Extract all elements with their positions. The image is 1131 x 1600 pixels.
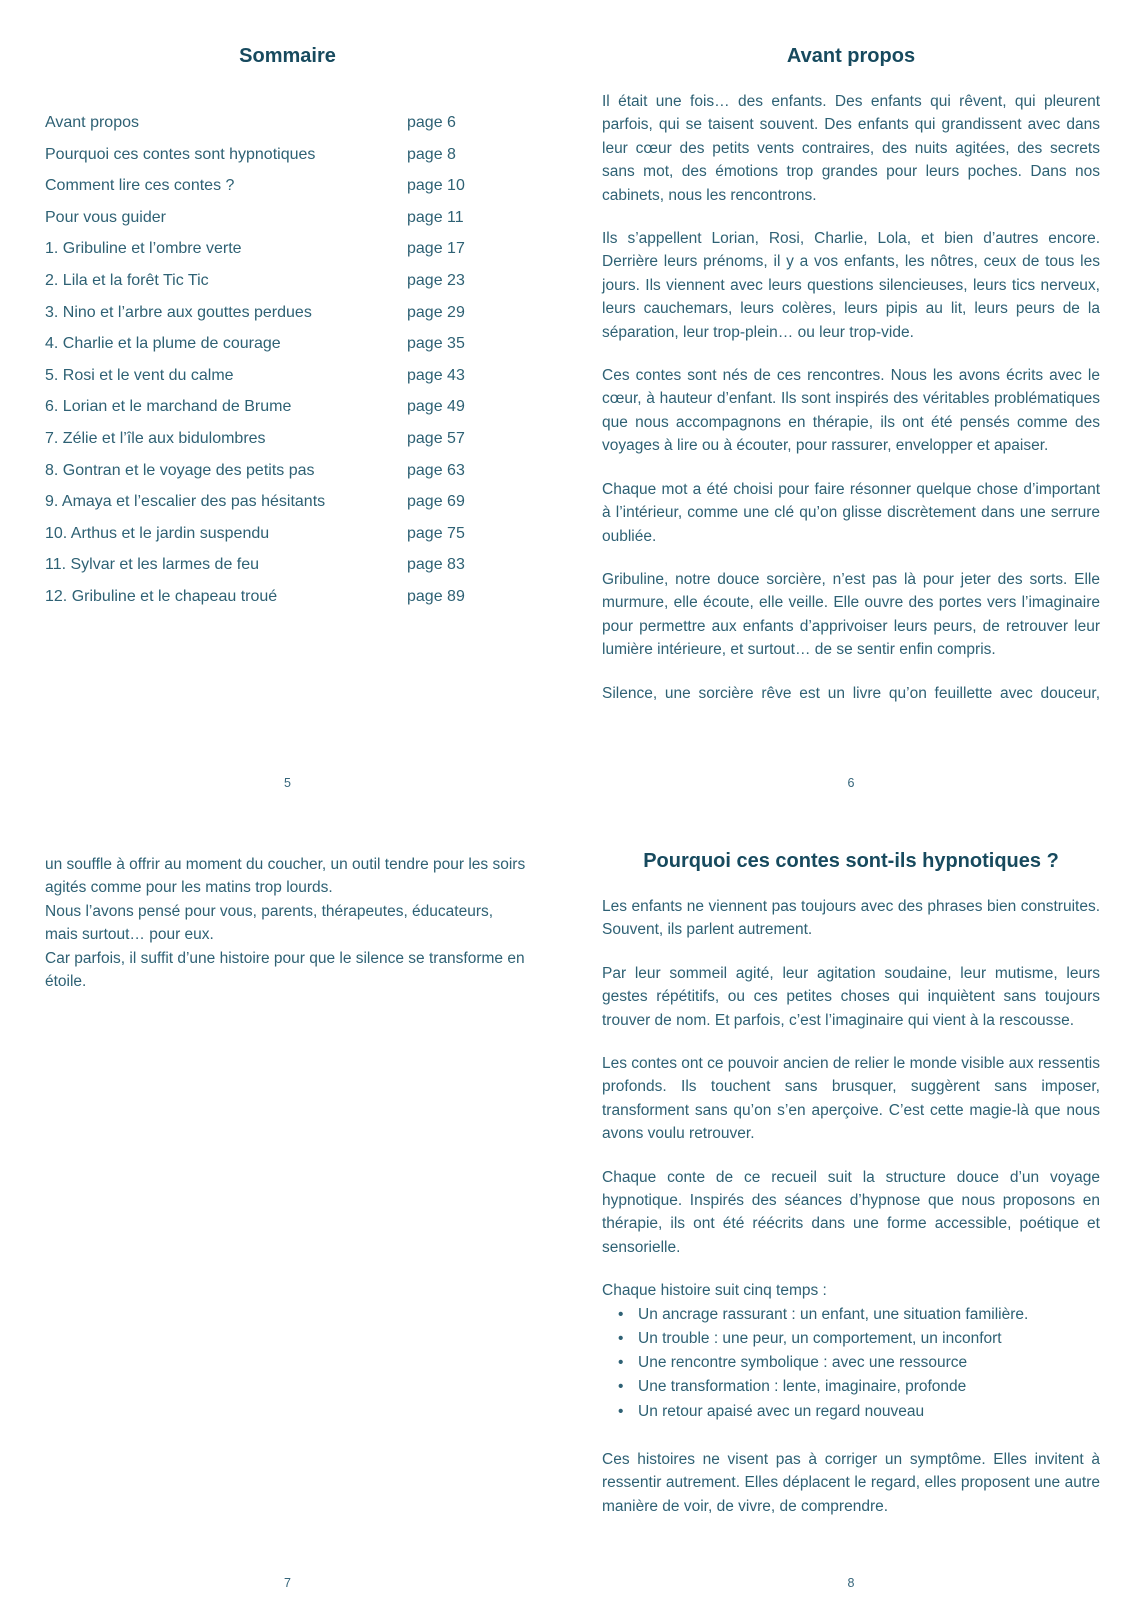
toc-label: 12. Gribuline et le chapeau troué	[45, 587, 278, 605]
toc-row	[45, 107, 530, 139]
toc-label: 11. Sylvar et les larmes de feu	[45, 556, 260, 574]
toc-page-ref: page 75	[407, 524, 465, 542]
bullet-text: Un ancrage rassurant : un enfant, une situation familière.	[638, 1305, 1029, 1323]
toc-row	[45, 360, 530, 392]
toc-row	[45, 391, 530, 423]
toc-row	[45, 139, 530, 171]
toc-label: 5. Rosi et le vent du calme	[45, 366, 234, 384]
toc-row	[45, 265, 530, 297]
sommaire-title: Sommaire	[239, 45, 336, 67]
page-avant-propos	[565, 0, 1131, 800]
bullet-item	[602, 1351, 1100, 1375]
toc-label: 4. Charlie et la plume de courage	[45, 335, 281, 353]
toc-row	[45, 518, 530, 550]
list-intro: Chaque histoire suit cinq temps :	[602, 1282, 827, 1300]
paragraph: Chaque mot a été choisi pour faire résonner quelque chose d’important à l’intérieur, comme une clé qu’on glisse discrètement dans une serrure oubliée.	[602, 480, 1100, 545]
bullet-text: Un trouble : une peur, un comportement, un inconfort	[638, 1329, 1002, 1347]
bullet-icon: •	[618, 1329, 624, 1347]
toc-page-ref: page 49	[407, 398, 465, 416]
toc-row	[45, 233, 530, 265]
toc-page-ref: page 57	[407, 429, 465, 447]
paragraph: Chaque conte de ce recueil suit la structure douce d’un voyage hypnotique. Inspirés des séances d’hypnose que nous proposons en thérapie, ils ont été réécrits dans une forme accessible, poétique et sensorielle.	[602, 1168, 1100, 1256]
paragraph: Par leur sommeil agité, leur agitation soudaine, leur mutisme, leurs gestes répétitifs, ou ces petites choses qui inquiètent sans toujours trouver de nom. Et parfois, c’est l’imaginaire qui vient à la rescousse.	[602, 964, 1100, 1029]
bullet-text: Une transformation : lente, imaginaire, profonde	[638, 1378, 967, 1396]
toc-label: 1. Gribuline et l’ombre verte	[45, 240, 242, 258]
toc-row	[45, 549, 530, 581]
page-number: 8	[847, 1576, 855, 1590]
toc-page-ref: page 6	[407, 114, 456, 131]
toc-page-ref: page 83	[407, 556, 465, 574]
toc-page-ref: page 69	[407, 493, 465, 511]
toc-label: 10. Arthus et le jardin suspendu	[45, 524, 270, 542]
toc-label: 9. Amaya et l’escalier des pas hésitants	[45, 493, 326, 511]
toc-label: 2. Lila et la forêt Tic Tic	[45, 271, 209, 289]
toc-row	[45, 202, 530, 234]
paragraph: Les enfants ne viennent pas toujours avec des phrases bien construites. Souvent, ils parlent autrement.	[602, 898, 1100, 939]
bullet-text: Une rencontre symbolique : avec une ressource	[638, 1354, 968, 1372]
toc-page-ref: page 8	[407, 145, 456, 163]
toc-page-ref: page 29	[407, 303, 465, 321]
paragraph: Car parfois, il suffit d’une histoire pour que le silence se transforme en étoile.	[45, 949, 525, 991]
paragraph: Il était une fois… des enfants. Des enfants qui rêvent, qui pleurent parfois, qui se taisent souvent. Des enfants qui grandissent avec dans leur cœur des petits vents contraires, des nuits agitées, des secrets sans mot, des émotions trop grandes pour leurs poches. Dans nos cabinets, nous les rencontrons.	[602, 93, 1100, 204]
paragraph: Gribuline, notre douce sorcière, n’est pas là pour jeter des sorts. Elle murmure, elle écoute, elle veille. Elle ouvre des portes vers l’imaginaire pour permettre aux enfants d’apprivoiser leurs peurs, de retrouver leur lumière intérieure, et surtout… de se sentir enfin compris.	[602, 570, 1100, 659]
paragraph: Ils s’appellent Lorian, Rosi, Charlie, Lola, et bien d’autres encore. Derrière leurs prénoms, il y a vos enfants, les nôtres, ceux de tous les jours. Ils viennent avec leurs questions silencieuses, leurs tics nerveux, leurs cauchemars, leurs colères, leurs pipis au lit, leurs peurs de la séparation, leur trop-plein… ou leur trop-vide.	[602, 230, 1100, 341]
page-number: 7	[284, 1576, 291, 1590]
toc-row	[45, 581, 530, 613]
toc-label: 7. Zélie et l’île aux bidulombres	[45, 429, 266, 447]
toc-row	[45, 486, 530, 518]
toc-row	[45, 297, 530, 329]
page-pourquoi	[565, 800, 1131, 1600]
paragraph: Silence, une sorcière rêve est un livre qu’on feuillette avec douceur,	[602, 684, 1100, 702]
toc-page-ref: page 17	[407, 240, 465, 258]
toc-label: 3. Nino et l’arbre aux gouttes perdues	[45, 303, 312, 321]
toc-label: Pour vous guider	[45, 208, 166, 226]
toc-row	[45, 423, 530, 455]
toc-label: 6. Lorian et le marchand de Brume	[45, 398, 292, 416]
bullet-icon: •	[618, 1378, 624, 1396]
bullet-icon: •	[618, 1354, 624, 1372]
bullet-item	[602, 1375, 1100, 1399]
toc-page-ref: page 10	[407, 177, 465, 195]
toc-list	[45, 107, 530, 613]
bullet-item	[602, 1400, 1100, 1424]
toc-page-ref: page 11	[407, 208, 464, 226]
paragraph: un souffle à offrir au moment du coucher, un outil tendre pour les soirs agités comme pour les matins trop lourds.	[45, 856, 526, 897]
page-number: 5	[284, 776, 291, 790]
toc-page-ref: page 89	[407, 587, 465, 605]
paragraph: Ces contes sont nés de ces rencontres. Nous les avons écrits avec le cœur, à hauteur d’enfant. Ils sont inspirés des véritables problématiques que nous accompagnons en thérapie, ils ont été pensés comme des voyages à lire ou à écouter, pour rassurer, envelopper et apaiser.	[602, 367, 1100, 455]
toc-label: Comment lire ces contes ?	[45, 177, 235, 195]
toc-row	[45, 455, 530, 487]
toc-label: Pourquoi ces contes sont hypnotiques	[45, 145, 316, 163]
page-sommaire	[0, 0, 565, 800]
bullet-icon: •	[618, 1402, 624, 1420]
toc-row	[45, 328, 530, 360]
bullet-item	[602, 1303, 1100, 1327]
toc-row	[45, 170, 530, 202]
paragraph: Ces histoires ne visent pas à corriger un symptôme. Elles invitent à ressentir autrement. Elles déplacent le regard, elles proposent une autre manière de voir, de vivre, de comprendre.	[602, 1450, 1100, 1515]
toc-page-ref: page 23	[407, 271, 465, 289]
bullet-icon: •	[618, 1305, 624, 1323]
toc-label: Avant propos	[45, 114, 139, 131]
toc-page-ref: page 63	[407, 461, 465, 479]
bullet-text: Un retour apaisé avec un regard nouveau	[638, 1402, 925, 1420]
avant-propos-title: Avant propos	[786, 45, 916, 67]
page-number: 6	[847, 776, 855, 790]
toc-page-ref: page 43	[407, 366, 465, 384]
pourquoi-title: Pourquoi ces contes sont-ils hypnotiques ?	[643, 850, 1059, 872]
paragraph: Les contes ont ce pouvoir ancien de relier le monde visible aux ressentis profonds. Ils touchent sans brusquer, suggèrent sans imposer, transforment sans qu’on s’en aperçoive. C’est cette magie-là que nous avons voulu retrouver.	[602, 1055, 1100, 1143]
page-continuation	[0, 800, 565, 1600]
toc-page-ref: page 35	[407, 335, 465, 353]
toc-label: 8. Gontran et le voyage des petits pas	[45, 461, 315, 479]
bullet-item	[602, 1327, 1100, 1351]
paragraph: Nous l’avons pensé pour vous, parents, thérapeutes, éducateurs, mais surtout… pour eux.	[45, 902, 494, 944]
